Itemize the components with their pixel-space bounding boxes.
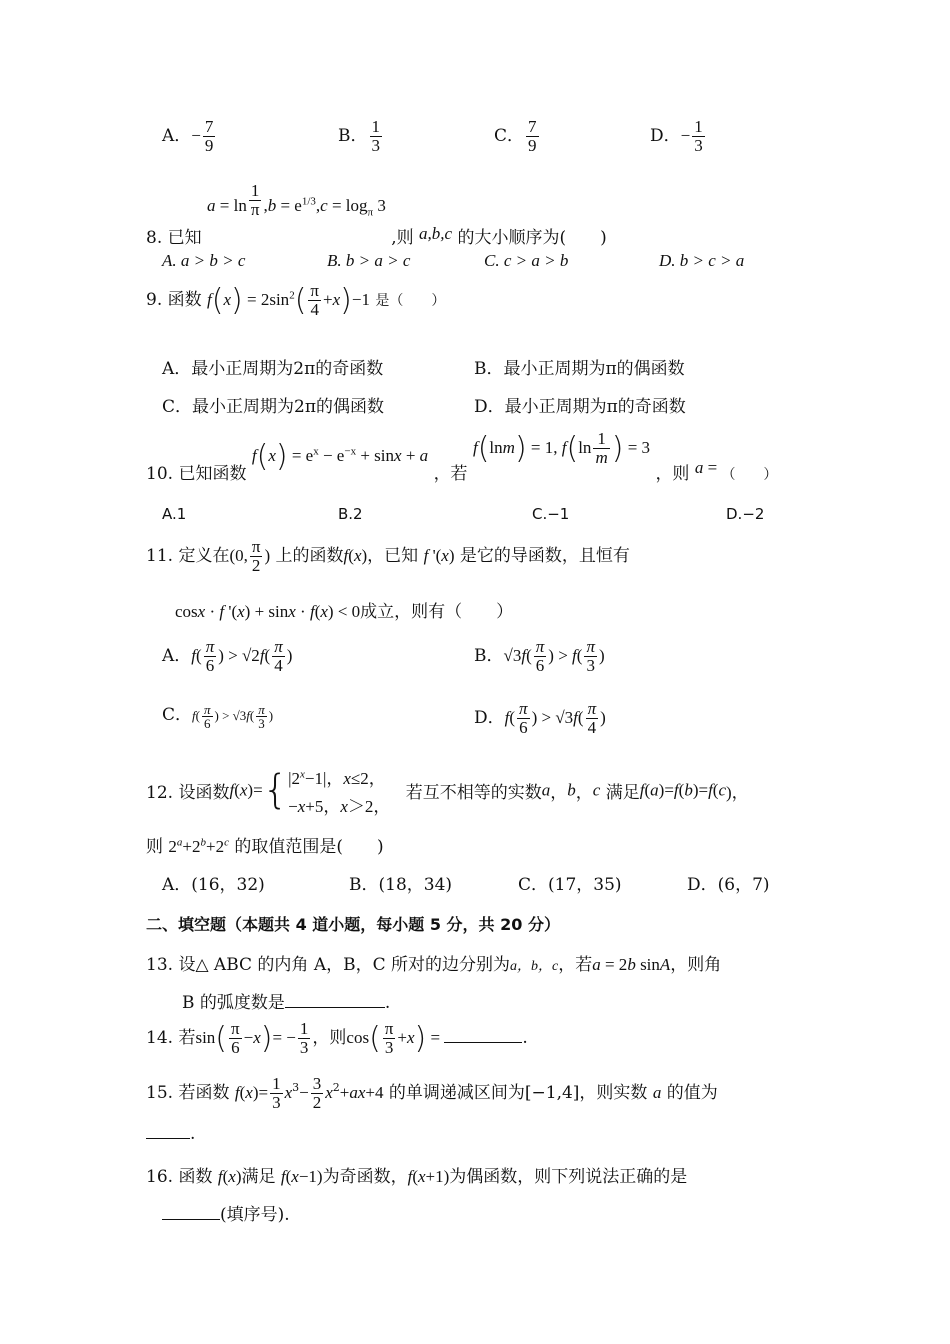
q11-condition: cosx · f '(x) + sinx · f(x) < 0成立，则有（ ）: [175, 602, 514, 622]
q15-line2: .: [146, 1124, 195, 1144]
q10-option-a: A.1: [162, 505, 187, 523]
q14-answer-blank[interactable]: [444, 1028, 522, 1043]
question-13: 13. 设△ ABC 的内角 A，B，C 所对的边分别为a，b，c，若a = 2b sinA，则角: [146, 955, 722, 975]
section-2-heading: 二、填空题（本题共 4 道小题，每小题 5 分，共 20 分）: [146, 915, 560, 934]
q9-option-b: B．最小正周期为π的偶函数: [474, 359, 685, 379]
q16-line2: (填序号).: [162, 1200, 290, 1225]
q7-option-b: B． $\frac{1}{3}$: [338, 117, 380, 155]
q11-option-c: C．f( $\frac{\pi}{6}$ ) > √3f( $\frac{\pi}{3}$ ): [162, 702, 274, 731]
q13-line2: B 的弧度数是 .: [182, 993, 391, 1013]
q7-option-a: A．− $\frac{7}{9}$: [162, 117, 214, 155]
q15-answer-blank[interactable]: [146, 1124, 190, 1139]
q12-option-d: D．(6，7): [687, 875, 770, 895]
q7-option-d: D．− $\frac{1}{3}$: [650, 117, 703, 155]
q11-option-a: A．f( $\frac{\pi}{6}$ ) > √2f( $\frac{\pi}{4}$ ): [162, 637, 293, 675]
question-16: 16. 函数 f(x)满足 f(x−1)为奇函数，f(x+1)为偶函数，则下列说法正确的是: [146, 1167, 688, 1187]
question-14: 14. 若sin( $\frac{\pi}{6}$ −x)= − $\frac{1}{3}$ ，则cos( $\frac{\pi}{3}$ +x) = .: [146, 1019, 528, 1057]
question-9: 9. 函数 $f(x) = 2\sin^2$( $\frac{\pi}{4}$ +x)−1 是（ ）: [146, 281, 446, 319]
q13-answer-blank[interactable]: [285, 993, 385, 1008]
q7-option-c: C． $\frac{7}{9}$: [494, 117, 537, 155]
q10-option-d: D.−2: [726, 505, 765, 523]
question-10: 10. 已知函数 $f(x) = e^x - e^{-x} + \sin x + a$ ，若 f(lnm) = 1, f(ln $\frac{1}{m}$ ) = 3 ，则 a = $_{( )}$: [146, 429, 778, 484]
q10-option-c: C.−1: [532, 505, 570, 523]
q12-option-c: C．(17，35): [518, 875, 622, 895]
question-15: 15. 若函数 f(x)= $\frac{1}{3}$ $x^3-$ $\frac{3}{2}$ $x^2+ax+4$ 的单调递减区间为[−1,4]，则实数 a 的值为: [146, 1074, 718, 1112]
q9-option-c: C．最小正周期为2π的偶函数: [162, 397, 384, 417]
q8-option-c: C. c > a > b: [484, 251, 569, 270]
q9-option-d: D．最小正周期为π的奇函数: [474, 397, 686, 417]
q12-line2: 则 $2^a+2^b+2^c$ 的取值范围是( ): [146, 836, 384, 857]
q8-option-b: B. b > a > c: [327, 251, 411, 270]
q10-option-b: B.2: [338, 505, 363, 523]
q12-option-a: A．(16，32): [162, 875, 265, 895]
q12-option-b: B．(18，34): [349, 875, 453, 895]
question-8: 8. 已知 a = ln $\frac{1}{\pi}$ $,b = e^{1/3},c = \log_\pi 3$ ,则 a,b,c 的大小顺序为( ): [146, 181, 607, 248]
q9-option-a: A．最小正周期为2π的奇函数: [162, 359, 384, 379]
question-12: 12. 设函数$f(x)=\{|2^x-1|$，x≤2， −x+5，x＞2， 若互不相等的实数a，b，c 满足f(a)=f(b)=f(c)，: [146, 767, 749, 816]
q8-option-d: D. b > c > a: [659, 251, 745, 270]
question-11: 11. 定义在(0, $\frac{\pi}{2}$ ) 上的函数f(x)，已知 f '(x) 是它的导函数，且恒有: [146, 537, 630, 575]
q11-option-b: B．√3f( $\frac{\pi}{6}$ ) > f( $\frac{\pi}{3}$ ): [474, 637, 605, 675]
q8-option-a: A. a > b > c: [162, 251, 246, 270]
q16-answer-blank[interactable]: [162, 1205, 220, 1220]
q11-option-d: D．f( $\frac{\pi}{6}$ ) > √3f( $\frac{\pi}{4}$ ): [474, 699, 606, 737]
